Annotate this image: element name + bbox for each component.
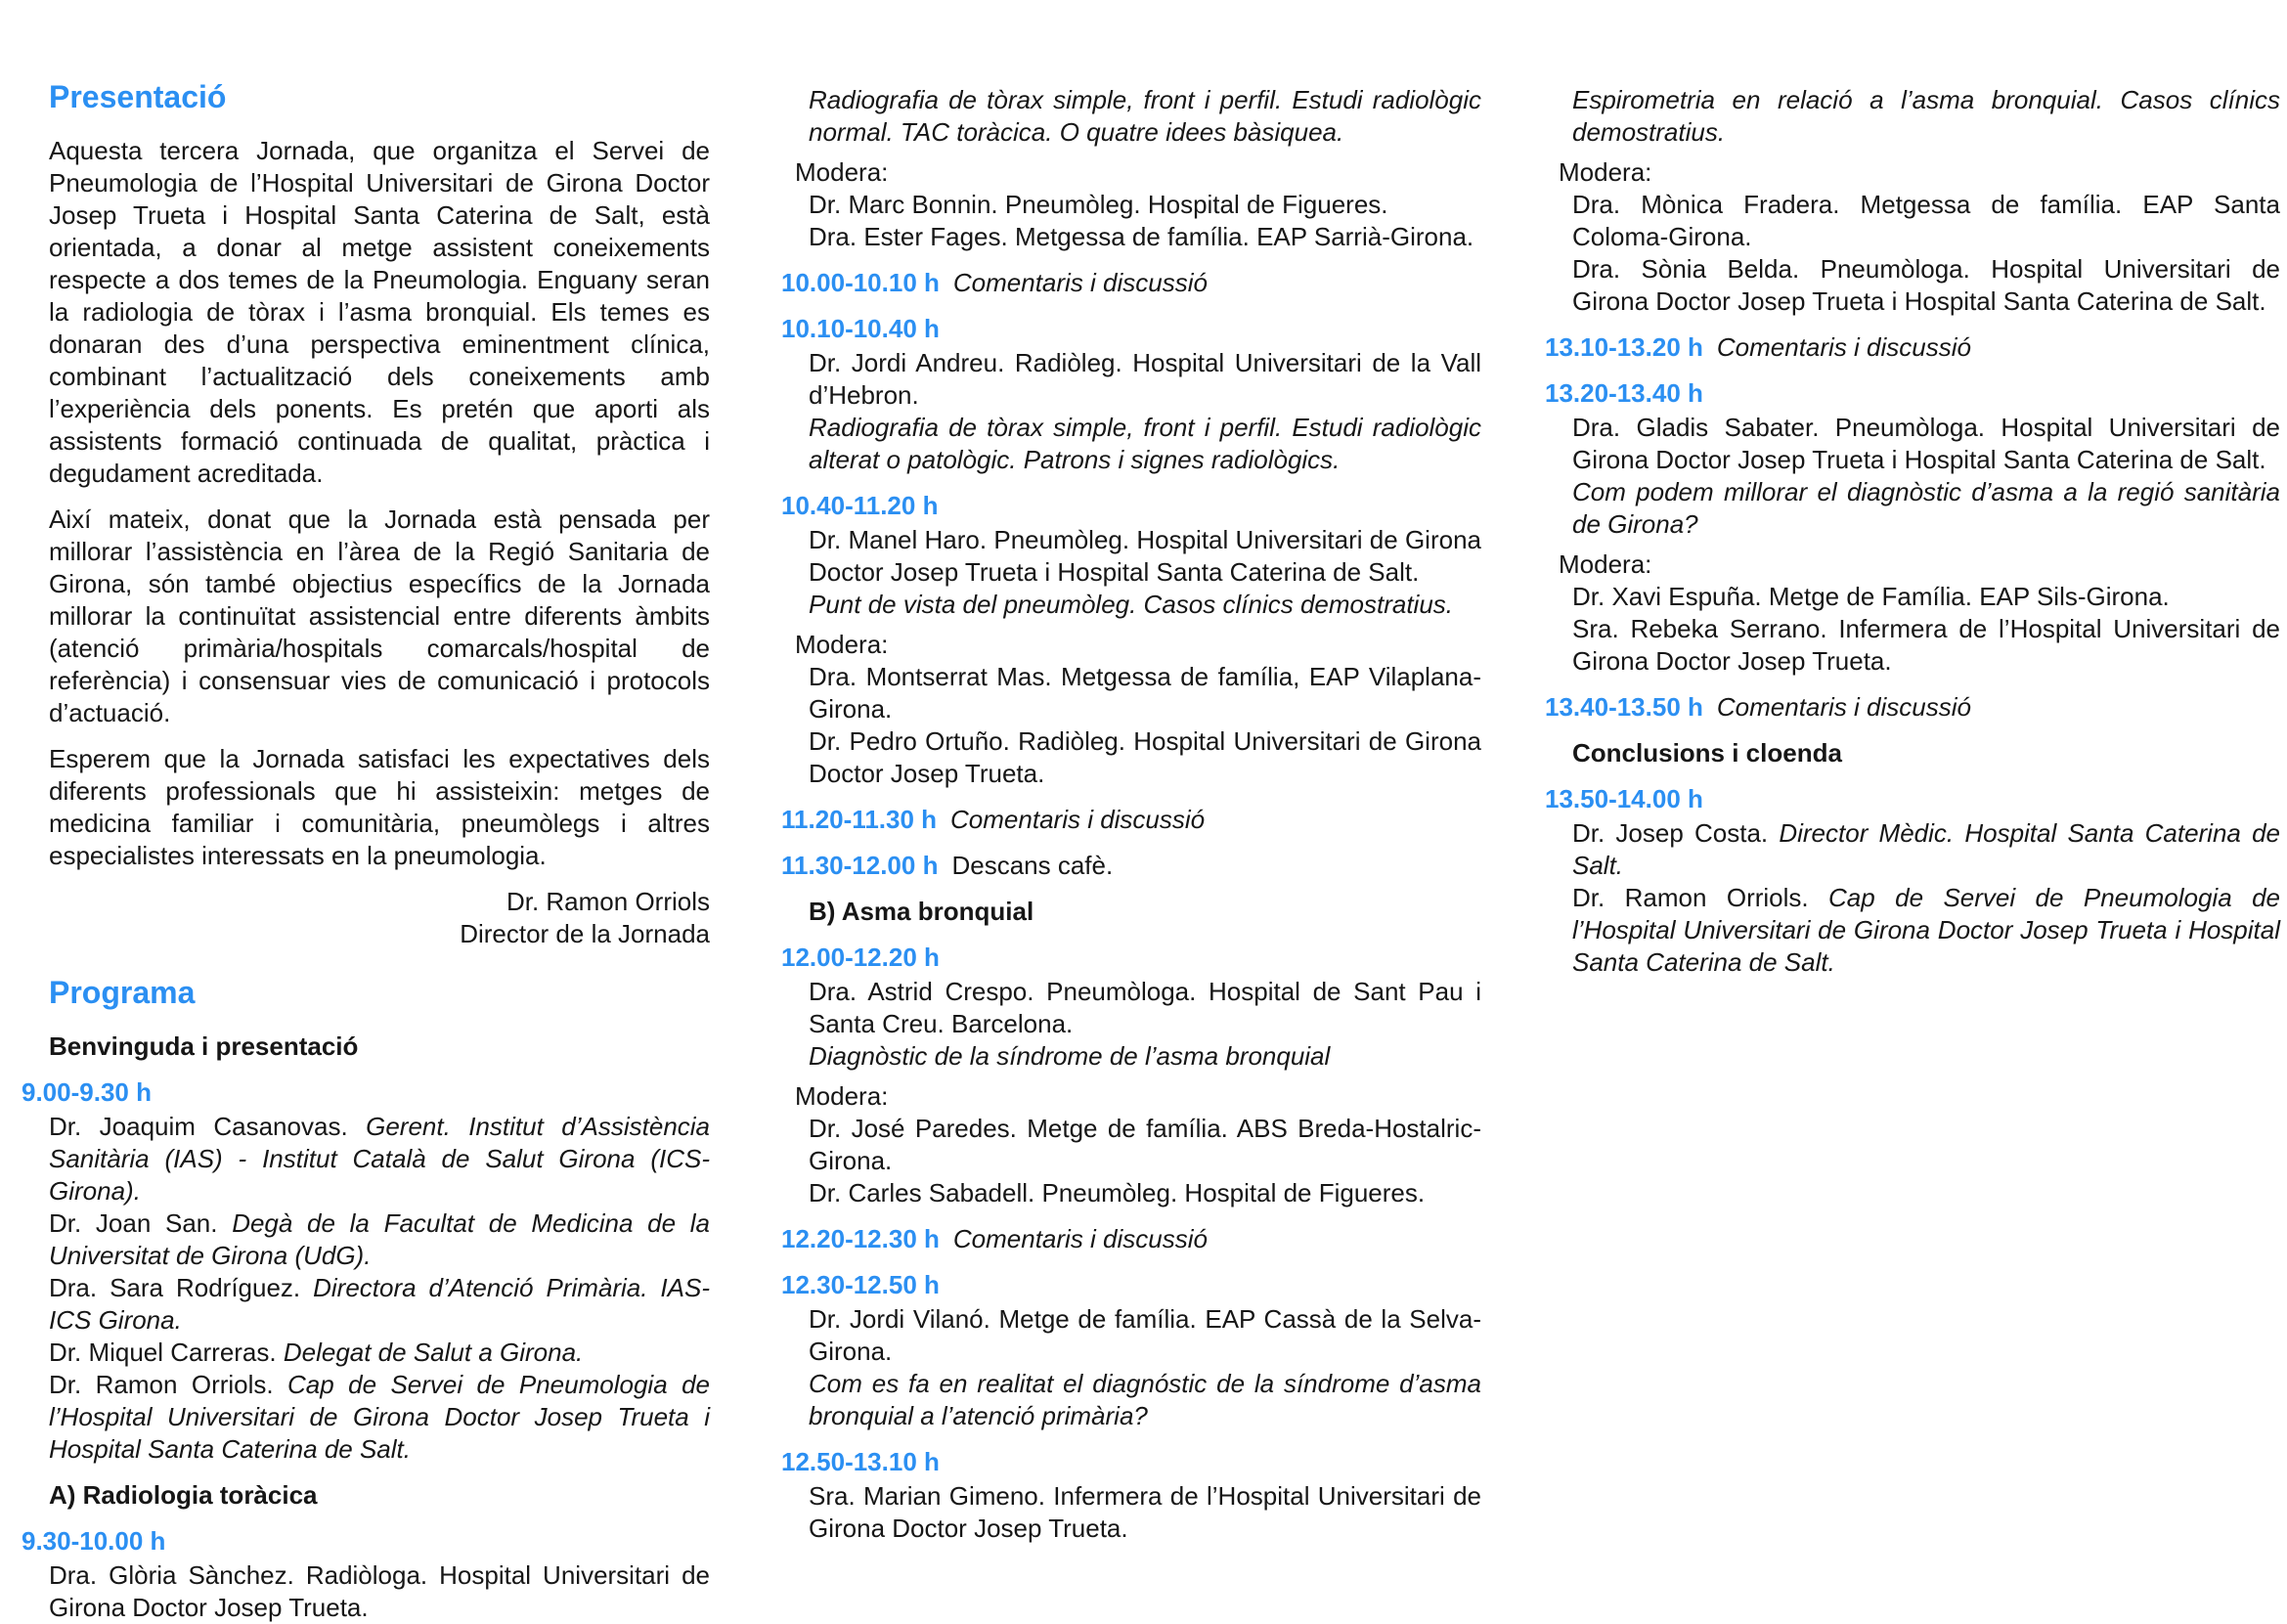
text-run: Sra. Marian Gimeno. Infermera de l’Hospital Universitari de Girona Doctor Josep Trueta. xyxy=(809,1481,1481,1543)
text-run: Dra. Ester Fages. Metgessa de família. EAP Sarrià-Girona. xyxy=(809,222,1474,251)
program-entry xyxy=(809,661,1481,725)
text-run: Dr. Ramon Orriols. xyxy=(1572,883,1829,912)
text-run: Dr. Joaquim Casanovas. xyxy=(49,1112,367,1141)
program-entry xyxy=(49,1559,710,1624)
intro-paragraph xyxy=(49,743,710,872)
time-label: 13.50-14.00 h xyxy=(1545,784,1703,813)
session-note-italic: Comentaris i discussió xyxy=(950,805,1206,834)
italic-text-run: Com podem millorar el diagnòstic d’asma a la regió sanitària de Girona? xyxy=(1572,477,2280,539)
subsection-heading: A) Radiologia toràcica xyxy=(49,1480,318,1510)
program-entry xyxy=(1572,882,2280,979)
program-entry xyxy=(809,1368,1481,1432)
program-entry xyxy=(1572,817,2280,882)
signature-line: Dr. Ramon Orriols xyxy=(506,887,710,916)
text-run: Dr. Manel Haro. Pneumòleg. Hospital Universitari de Girona Doctor Josep Trueta i Hospital Santa Caterina de Salt. xyxy=(809,525,1481,587)
italic-text-run: Directora d’Atenció Primària. IAS-ICS Girona. xyxy=(49,1273,711,1335)
text-run: Dra. Astrid Crespo. Pneumòloga. Hospital de Sant Pau i Santa Creu. Barcelona. xyxy=(809,977,1481,1038)
text-run: Aquesta tercera Jornada, que organitza el Servei de Pneumologia de l’Hospital Universitari de Girona Doctor Josep Trueta i Hospital Santa Caterina de Salt, està orientada, a donar al metge assistent coneixements respecte a dos temes de la Pneumologia. Enguany seran la radiologia de tòrax i l’asma bronquial. Els temes es donaran des d’una perspectiva eminentment clínica, combinant l’actualització dels coneixements amb l’experiència dels ponents. Es pretén que aporti als assistents formació continuada de qualitat, pràctica i degudament acreditada. xyxy=(49,136,710,488)
time-label: 11.20-11.30 h xyxy=(781,805,938,834)
program-entry xyxy=(1572,613,2280,678)
program-entry xyxy=(1572,84,2280,149)
session-note-italic: Comentaris i discussió xyxy=(952,268,1208,297)
program-entry xyxy=(49,1207,710,1272)
italic-text-run: Cap de Servei de Pneumologia de l’Hospital Universitari de Girona Doctor Josep Trueta i Hospital Santa Caterina de Salt. xyxy=(1572,883,2280,977)
program-entry xyxy=(49,1369,710,1466)
time-label: 12.30-12.50 h xyxy=(781,1270,940,1299)
session-note-italic: Comentaris i discussió xyxy=(1716,332,1971,362)
text-run: Així mateix, donat que la Jornada està pensada per millorar l’assistència en l’àrea de la Regió Sanitaria de Girona, són també objectius específics de la Jornada millorar la continuïtat assistencial entre diferents àmbits (atenció primària/hospitals comarcals/hospital de referència) i consensuar vies de comunicació i protocols d’actuació. xyxy=(49,505,710,727)
moderator-label: Modera: xyxy=(1559,549,1652,579)
time-label: 13.20-13.40 h xyxy=(1545,378,1703,408)
text-run: Dra. Montserrat Mas. Metgessa de família, EAP Vilaplana-Girona. xyxy=(809,662,1481,724)
session-time-row xyxy=(781,1446,1481,1478)
italic-text-run: Radiografia de tòrax simple, front i perfil. Estudi radiològic normal. TAC toràcica. O quatre idees bàsiquea. xyxy=(809,85,1481,147)
italic-text-run: Director Mèdic. Hospital Santa Caterina de Salt. xyxy=(1572,818,2280,880)
program-entry xyxy=(49,1337,710,1369)
section-heading: Presentació xyxy=(49,79,227,114)
intro-paragraph xyxy=(49,135,710,490)
program-entry xyxy=(809,221,1481,253)
session-time-row xyxy=(781,804,1481,836)
time-label: 12.00-12.20 h xyxy=(781,943,940,972)
text-run: Dr. Miquel Carreras. xyxy=(49,1338,284,1367)
program-entry xyxy=(809,524,1481,589)
italic-text-run: Espirometria en relació a l’asma bronquial. Casos clínics demostratius. xyxy=(1572,85,2280,147)
text-run: Dr. Pedro Ortuño. Radiòleg. Hospital Universitari de Girona Doctor Josep Trueta. xyxy=(809,726,1481,788)
time-label: 12.50-13.10 h xyxy=(781,1447,940,1476)
text-run: Dr. Jordi Andreu. Radiòleg. Hospital Universitari de la Vall d’Hebron. xyxy=(809,348,1481,410)
session-time-row xyxy=(781,850,1481,882)
text-run: Dr. Ramon Orriols. xyxy=(49,1370,288,1399)
program-entry xyxy=(1572,581,2280,613)
section-heading: Programa xyxy=(49,975,196,1010)
text-run: Dr. Jordi Vilanó. Metge de família. EAP Cassà de la Selva-Girona. xyxy=(809,1304,1481,1366)
moderator-label: Modera: xyxy=(795,630,889,659)
italic-text-run: Delegat de Salut a Girona. xyxy=(283,1338,584,1367)
text-run: Dr. Joan San. xyxy=(49,1208,233,1238)
session-time-row xyxy=(781,490,1481,522)
program-entry xyxy=(809,1040,1481,1073)
italic-text-run: Punt de vista del pneumòleg. Casos clínics demostratius. xyxy=(809,590,1454,619)
text-run: Dr. Carles Sabadell. Pneumòleg. Hospital de Figueres. xyxy=(809,1178,1426,1207)
column-middle xyxy=(781,84,1481,1545)
italic-text-run: Diagnòstic de la síndrome de l’asma bronquial xyxy=(809,1041,1331,1071)
time-label: 13.10-13.20 h xyxy=(1545,332,1703,362)
text-run: Dra. Sara Rodríguez. xyxy=(49,1273,314,1302)
intro-paragraph xyxy=(49,504,710,729)
program-entry xyxy=(1572,476,2280,541)
text-run: Dr. Josep Costa. xyxy=(1572,818,1780,848)
text-run: Sra. Rebeka Serrano. Infermera de l’Hospital Universitari de Girona Doctor Josep Trueta. xyxy=(1572,614,2280,676)
time-label: 12.20-12.30 h xyxy=(781,1224,940,1253)
time-label: 10.00-10.10 h xyxy=(781,268,940,297)
time-label: 10.40-11.20 h xyxy=(781,491,939,520)
session-note-italic: Comentaris i discussió xyxy=(1716,692,1971,722)
program-entry xyxy=(1572,253,2280,318)
time-label: 13.40-13.50 h xyxy=(1545,692,1703,722)
session-time-row xyxy=(781,313,1481,345)
session-time-row xyxy=(781,1269,1481,1301)
session-time-row xyxy=(781,1223,1481,1255)
program-entry xyxy=(809,189,1481,221)
text-run: Dr. Marc Bonnin. Pneumòleg. Hospital de Figueres. xyxy=(809,190,1388,219)
moderator-label: Modera: xyxy=(795,157,889,187)
program-entry xyxy=(809,976,1481,1040)
subsection-heading: B) Asma bronquial xyxy=(809,897,1034,926)
time-label: 11.30-12.00 h xyxy=(781,851,939,880)
italic-text-run: Degà de la Facultat de Medicina de la Universitat de Girona (UdG). xyxy=(49,1208,710,1270)
subsection-heading: Conclusions i cloenda xyxy=(1572,738,1842,768)
session-time-row xyxy=(22,1525,710,1558)
italic-text-run: Cap de Servei de Pneumologia de l’Hospital Universitari de Girona Doctor Josep Trueta i Hospital Santa Caterina de Salt. xyxy=(49,1370,710,1464)
program-entry xyxy=(49,1111,710,1207)
signature xyxy=(49,886,710,950)
text-run: Dra. Glòria Sànchez. Radiòloga. Hospital Universitari de Girona Doctor Josep Trueta. xyxy=(49,1560,710,1622)
italic-text-run: Com es fa en realitat el diagnóstic de la síndrome d’asma bronquial a l’atenció primària? xyxy=(809,1369,1481,1430)
program-entry xyxy=(809,1480,1481,1545)
program-entry xyxy=(809,412,1481,476)
text-run: Dra. Sònia Belda. Pneumòloga. Hospital Universitari de Girona Doctor Josep Trueta i Hospital Santa Caterina de Salt. xyxy=(1572,254,2280,316)
column-right xyxy=(1545,84,2280,979)
program-entry xyxy=(1572,189,2280,253)
program-entry xyxy=(809,725,1481,790)
text-run: Dra. Mònica Fradera. Metgessa de família. EAP Santa Coloma-Girona. xyxy=(1572,190,2280,251)
session-time-row xyxy=(781,267,1481,299)
time-label: 9.30-10.00 h xyxy=(22,1526,166,1556)
column-left xyxy=(22,78,711,1624)
program-entry xyxy=(809,1177,1481,1209)
session-time-row xyxy=(22,1076,710,1109)
program-entry xyxy=(809,1303,1481,1368)
moderator-label: Modera: xyxy=(1559,157,1652,187)
program-entry xyxy=(809,1113,1481,1177)
session-time-row xyxy=(1545,331,2280,364)
session-time-row xyxy=(1545,691,2280,724)
session-time-row xyxy=(781,942,1481,974)
program-entry xyxy=(809,84,1481,149)
program-entry xyxy=(809,347,1481,412)
session-time-row xyxy=(1545,783,2280,815)
time-label: 9.00-9.30 h xyxy=(22,1077,152,1107)
program-entry xyxy=(1572,412,2280,476)
text-run: Dra. Gladis Sabater. Pneumòloga. Hospital Universitari de Girona Doctor Josep Trueta i Hospital Santa Caterina de Salt. xyxy=(1572,413,2280,474)
time-label: 10.10-10.40 h xyxy=(781,314,940,343)
program-entry xyxy=(809,589,1481,621)
text-run: Dr. José Paredes. Metge de família. ABS Breda-Hostalric-Girona. xyxy=(809,1114,1481,1175)
moderator-label: Modera: xyxy=(795,1081,889,1111)
text-run: Esperem que la Jornada satisfaci les expectatives dels diferents professionals que hi assisteixin: metges de medicina familiar i comunitària, pneumòlegs i altres especialistes interessats en la pneumologia. xyxy=(49,744,710,870)
italic-text-run: Radiografia de tòrax simple, front i perfil. Estudi radiològic alterat o patològic. Patrons i signes radiològics. xyxy=(809,413,1481,474)
session-time-row xyxy=(1545,377,2280,410)
program-entry xyxy=(49,1272,710,1337)
session-note: Descans cafè. xyxy=(951,851,1114,880)
signature-line: Director de la Jornada xyxy=(460,919,710,948)
text-run: Dr. Xavi Espuña. Metge de Família. EAP Sils-Girona. xyxy=(1572,582,2170,611)
subsection-heading: Benvinguda i presentació xyxy=(49,1031,359,1061)
session-note-italic: Comentaris i discussió xyxy=(952,1224,1208,1253)
italic-text-run: Gerent. Institut d’Assistència Sanitària (IAS) - Institut Català de Salut Girona (ICS-Girona). xyxy=(49,1112,711,1206)
